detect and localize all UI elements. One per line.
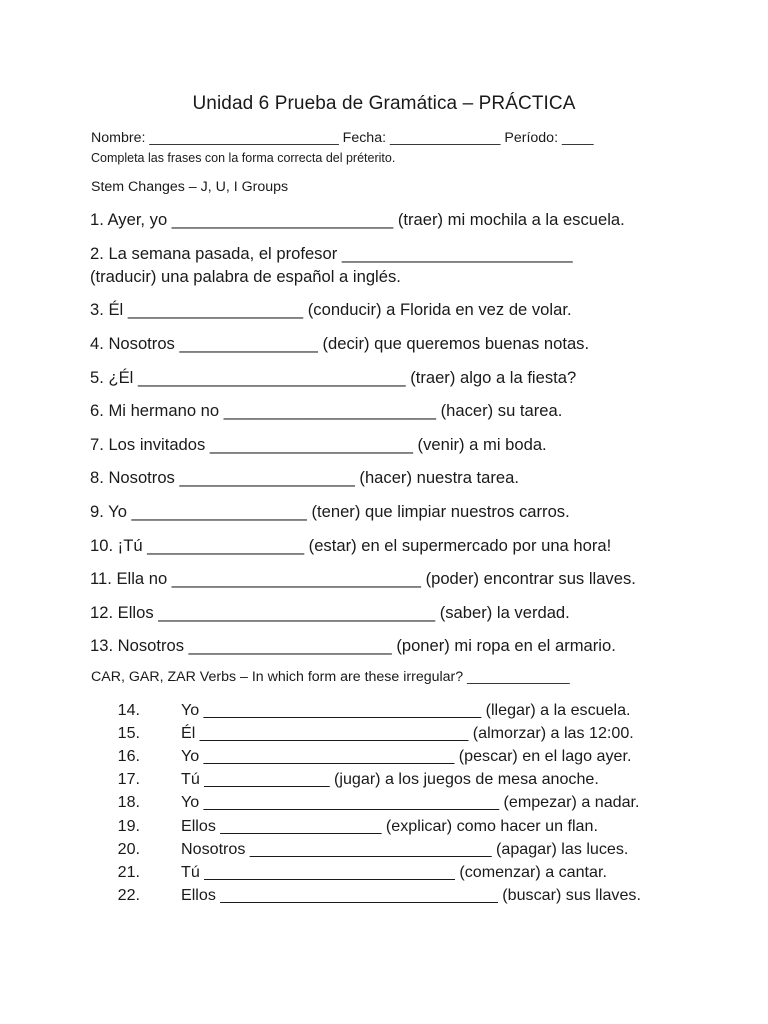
question-text: Yo ____________________________ (pescar) en el lago ayer. bbox=[181, 747, 632, 765]
question-number: 17. bbox=[117, 770, 140, 788]
student-info-line: Nombre: ________________________ Fecha: ______________ Período: ____ bbox=[91, 130, 594, 146]
question-11: 11. Ella no ___________________________ (poder) encontrar sus llaves. bbox=[90, 569, 636, 588]
question-12: 12. Ellos ______________________________ (saber) la verdad. bbox=[90, 603, 570, 622]
page-title: Unidad 6 Prueba de Gramática – PRÁCTICA bbox=[192, 93, 576, 114]
question-9: 9. Yo ___________________ (tener) que limpiar nuestros carros. bbox=[90, 502, 570, 521]
question-2-line-2: (traducir) una palabra de español a inglés. bbox=[90, 267, 401, 286]
question-13: 13. Nosotros ______________________ (poner) mi ropa en el armario. bbox=[90, 636, 616, 655]
question-7: 7. Los invitados ______________________ (venir) a mi boda. bbox=[90, 435, 547, 454]
question-8: 8. Nosotros ___________________ (hacer) nuestra tarea. bbox=[90, 468, 519, 487]
question-number: 21. bbox=[117, 863, 140, 881]
question-number: 16. bbox=[117, 747, 140, 765]
section-heading-stem-changes: Stem Changes – J, U, I Groups bbox=[91, 179, 289, 195]
question-text: Yo _______________________________ (llegar) a la escuela. bbox=[181, 701, 631, 719]
question-text: Ellos _______________________________ (buscar) sus llaves. bbox=[181, 886, 641, 904]
instructions-text: Completa las frases con la forma correcta del préterito. bbox=[91, 151, 396, 165]
question-text: Nosotros ___________________________ (apagar) las luces. bbox=[181, 840, 629, 858]
question-3: 3. Él ___________________ (conducir) a Florida en vez de volar. bbox=[90, 300, 572, 319]
question-1: 1. Ayer, yo ________________________ (traer) mi mochila a la escuela. bbox=[90, 210, 625, 229]
question-number: 19. bbox=[117, 817, 140, 835]
question-2-line-1: 2. La semana pasada, el profesor _________________________ bbox=[90, 244, 573, 263]
question-10: 10. ¡Tú _________________ (estar) en el supermercado por una hora! bbox=[90, 536, 612, 555]
question-4: 4. Nosotros _______________ (decir) que queremos buenas notas. bbox=[90, 334, 590, 353]
question-text: Yo _________________________________ (empezar) a nadar. bbox=[181, 793, 640, 811]
question-text: Tú ____________________________ (comenzar) a cantar. bbox=[181, 863, 607, 881]
question-5: 5. ¿Él _____________________________ (traer) algo a la fiesta? bbox=[90, 368, 577, 387]
question-text: Ellos __________________ (explicar) como hacer un flan. bbox=[181, 817, 598, 835]
question-text: Tú ______________ (jugar) a los juegos de mesa anoche. bbox=[181, 770, 599, 788]
section-heading-car-gar-zar: CAR, GAR, ZAR Verbs – In which form are these irregular? _____________ bbox=[91, 669, 570, 685]
question-6: 6. Mi hermano no _______________________ (hacer) su tarea. bbox=[90, 401, 563, 420]
question-number: 14. bbox=[117, 701, 140, 719]
question-number: 18. bbox=[117, 793, 140, 811]
question-number: 15. bbox=[117, 724, 140, 742]
question-number: 22. bbox=[117, 886, 140, 904]
question-text: Él ______________________________ (almorzar) a las 12:00. bbox=[181, 724, 634, 742]
question-number: 20. bbox=[117, 840, 140, 858]
